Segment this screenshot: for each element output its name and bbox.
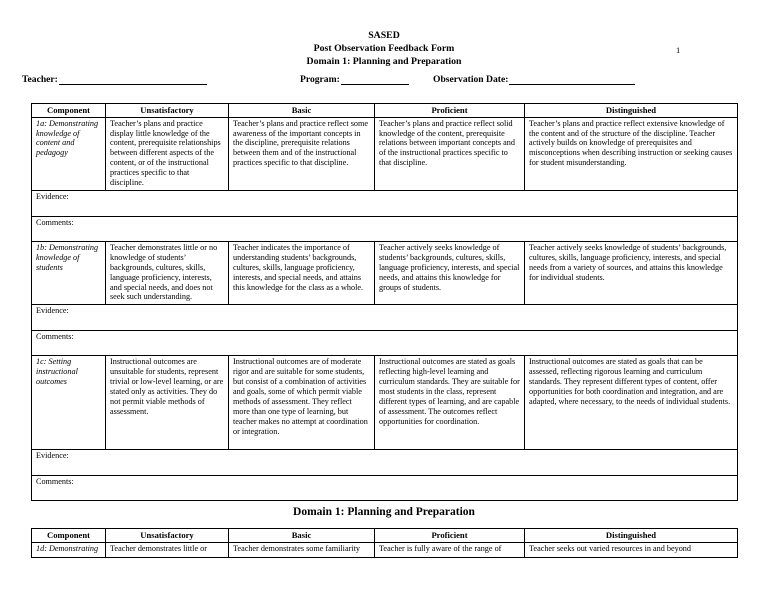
header-proficient: Proficient xyxy=(375,529,525,543)
form-fields-row xyxy=(0,74,768,88)
cell-component: 1a: Demonstrating knowledge of content and pedagogy xyxy=(32,117,106,190)
evidence-area[interactable]: Evidence: xyxy=(32,450,738,476)
cell-basic: Instructional outcomes are of moderate rigor and are suitable for some students, but consist of a combination of activities and goals, some of which permit viable methods of assessment. They reflect more than one type of learning, but teacher makes no attempt at coordination or integration. xyxy=(229,356,375,450)
header-unsatisfactory: Unsatisfactory xyxy=(106,529,229,543)
teacher-field xyxy=(22,74,207,85)
teacher-blank[interactable] xyxy=(59,74,207,85)
program-label: Program: xyxy=(300,73,340,85)
rubric-row-1d xyxy=(32,543,738,558)
page-number: 1 xyxy=(676,45,681,55)
cell-proficient: Teacher is fully aware of the range of xyxy=(375,543,525,558)
cell-basic: Teacher indicates the importance of understanding students’ backgrounds, cultures, skills, language proficiency, interests, and special needs, and attains this knowledge for the class as a whole. xyxy=(229,241,375,304)
rubric-row-1c xyxy=(32,356,738,450)
evidence-row-1c xyxy=(32,450,738,476)
cell-basic: Teacher demonstrates some familiarity xyxy=(229,543,375,558)
header-basic: Basic xyxy=(229,103,375,117)
header-distinguished: Distinguished xyxy=(525,529,738,543)
evidence-row-1a xyxy=(32,190,738,216)
program-field xyxy=(300,74,409,85)
observation-date-blank[interactable] xyxy=(509,74,635,85)
rubric-row-1a xyxy=(32,117,738,190)
header-proficient: Proficient xyxy=(375,103,525,117)
header-component: Component xyxy=(32,103,106,117)
doc-title: SASED xyxy=(368,30,400,41)
cell-distinguished: Teacher’s plans and practice reflect extensive knowledge of the content and of the structure of the discipline. Teacher actively builds on knowledge of prerequisites and misconceptions when describing instruction or seeking causes for student misunderstanding. xyxy=(525,117,738,190)
rubric-header-row xyxy=(32,529,738,543)
cell-unsatisfactory: Teacher’s plans and practice display little knowledge of the content, prerequisite relationships between different aspects of the content, or of the instructional practices specific to that discipline. xyxy=(106,117,229,190)
cell-distinguished: Teacher actively seeks knowledge of students’ backgrounds, cultures, skills, language proficiency, interests, and special needs from a variety of sources, and attains this knowledge for individual students. xyxy=(525,241,738,304)
rubric-table-domain1-continued xyxy=(31,528,738,558)
cell-component: 1c: Setting instructional outcomes xyxy=(32,356,106,450)
header-distinguished: Distinguished xyxy=(525,103,738,117)
cell-proficient: Teacher actively seeks knowledge of students’ backgrounds, cultures, skills, language proficiency, interests, and special needs, and attains this knowledge for groups of students. xyxy=(375,241,525,304)
cell-unsatisfactory: Instructional outcomes are unsuitable for students, represent trivial or low-level learning, or are stated only as activities. They do not permit viable methods of assessment. xyxy=(106,356,229,450)
doc-domain-title: Domain 1: Planning and Preparation xyxy=(306,56,462,68)
observation-date-label: Observation Date: xyxy=(433,73,509,85)
doc-subtitle: Post Observation Feedback Form xyxy=(313,43,455,55)
comments-area[interactable]: Comments: xyxy=(32,476,738,501)
document-header xyxy=(0,0,768,69)
section-heading-domain1: Domain 1: Planning and Preparation xyxy=(293,506,475,519)
cell-distinguished: Instructional outcomes are stated as goals that can be assessed, reflecting rigorous learning and curriculum standards. They represent different types of content, offer opportunities for both coordination and integration, and are adapted, where necessary, to the needs of individual students. xyxy=(525,356,738,450)
header-unsatisfactory: Unsatisfactory xyxy=(106,103,229,117)
rubric-header-row xyxy=(32,103,738,117)
comments-row-1a xyxy=(32,216,738,241)
cell-component: 1d: Demonstrating xyxy=(32,543,106,558)
evidence-area[interactable]: Evidence: xyxy=(32,190,738,216)
comments-row-1b xyxy=(32,331,738,356)
observation-date-field xyxy=(433,74,635,85)
comments-area[interactable]: Comments: xyxy=(32,331,738,356)
header-basic: Basic xyxy=(229,529,375,543)
comments-area[interactable]: Comments: xyxy=(32,216,738,241)
program-blank[interactable] xyxy=(341,74,409,85)
cell-proficient: Instructional outcomes are stated as goals reflecting high-level learning and curriculum standards. They are suitable for most students in the class, represent different types of learning, and are capable of assessment. The outcomes reflect opportunities for coordination. xyxy=(375,356,525,450)
cell-component: 1b: Demonstrating knowledge of students xyxy=(32,241,106,304)
cell-proficient: Teacher’s plans and practice reflect solid knowledge of the content, prerequisite relations between important concepts and of the instructional practices specific to that discipline. xyxy=(375,117,525,190)
comments-row-1c xyxy=(32,476,738,501)
teacher-label: Teacher: xyxy=(22,73,58,85)
cell-basic: Teacher’s plans and practice reflect some awareness of the important concepts in the discipline, prerequisite relations between them and of the instructional practices specific to that discipline. xyxy=(229,117,375,190)
cell-unsatisfactory: Teacher demonstrates little or xyxy=(106,543,229,558)
rubric-row-1b xyxy=(32,241,738,304)
evidence-area[interactable]: Evidence: xyxy=(32,305,738,331)
cell-distinguished: Teacher seeks out varied resources in and beyond xyxy=(525,543,738,558)
cell-unsatisfactory: Teacher demonstrates little or no knowledge of students’ backgrounds, cultures, skills, language proficiency, interests, and special needs, and does not seek such understanding. xyxy=(106,241,229,304)
header-component: Component xyxy=(32,529,106,543)
rubric-table-domain1 xyxy=(31,103,738,502)
evidence-row-1b xyxy=(32,305,738,331)
